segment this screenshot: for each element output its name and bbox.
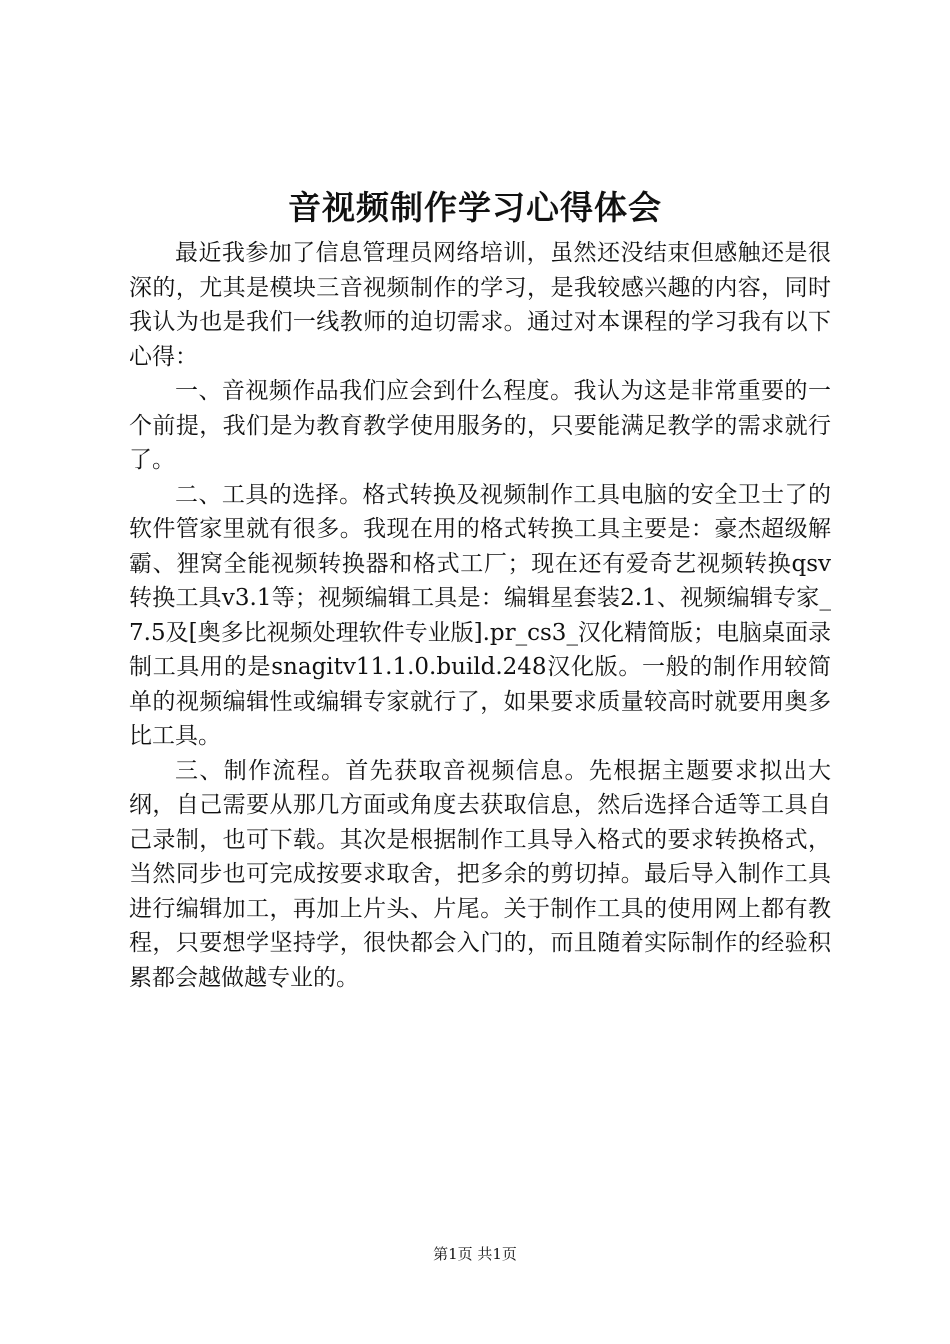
paragraph-section-3: 三、制作流程。首先获取音视频信息。先根据主题要求拟出大纲，自己需要从那几方面或角度去获取信息，然后选择合适等工具自己录制，也可下载。其次是根据制作工具导入格式的要求转换格式，当然同步也可完成按要求取舍，把多余的剪切掉。最后导入制作工具进行编辑加工，再加上片头、片尾。关于制作工具的使用网上都有教程，只要想学坚持学，很快都会入门的，而且随着实际制作的经验积累都会越做越专业的。: [129, 757, 831, 991]
document-title: 音视频制作学习心得体会: [288, 188, 662, 227]
page-number-footer: 第1页 共1页: [433, 1245, 517, 1263]
paragraph-section-1: 一、音视频作品我们应会到什么程度。我认为这是非常重要的一个前提，我们是为教育教学使用服务的，只要能满足教学的需求就行了。: [129, 378, 831, 473]
document-body: [129, 236, 831, 995]
paragraph-intro: 最近我参加了信息管理员网络培训，虽然还没结束但感触还是很深的，尤其是模块三音视频制作的学习，是我较感兴趣的内容，同时我认为也是我们一线教师的迫切需求。通过对本课程的学习我有以下心得：: [129, 240, 831, 370]
paragraph-section-2: 二、工具的选择。格式转换及视频制作工具电脑的安全卫士了的软件管家里就有很多。我现在用的格式转换工具主要是：豪杰超级解霸、狸窝全能视频转换器和格式工厂；现在还有爱奇艺视频转换qsv转换工具v3.1等；视频编辑工具是：编辑星套装2.1、视频编辑专家_7.5及[奥多比视频处理软件专业版].pr_cs3_汉化精简版；电脑桌面录制工具用的是snagitv11.1.0.build.248汉化版。一般的制作用较简单的视频编辑性或编辑专家就行了，如果要求质量较高时就要用奥多比工具。: [129, 481, 831, 749]
